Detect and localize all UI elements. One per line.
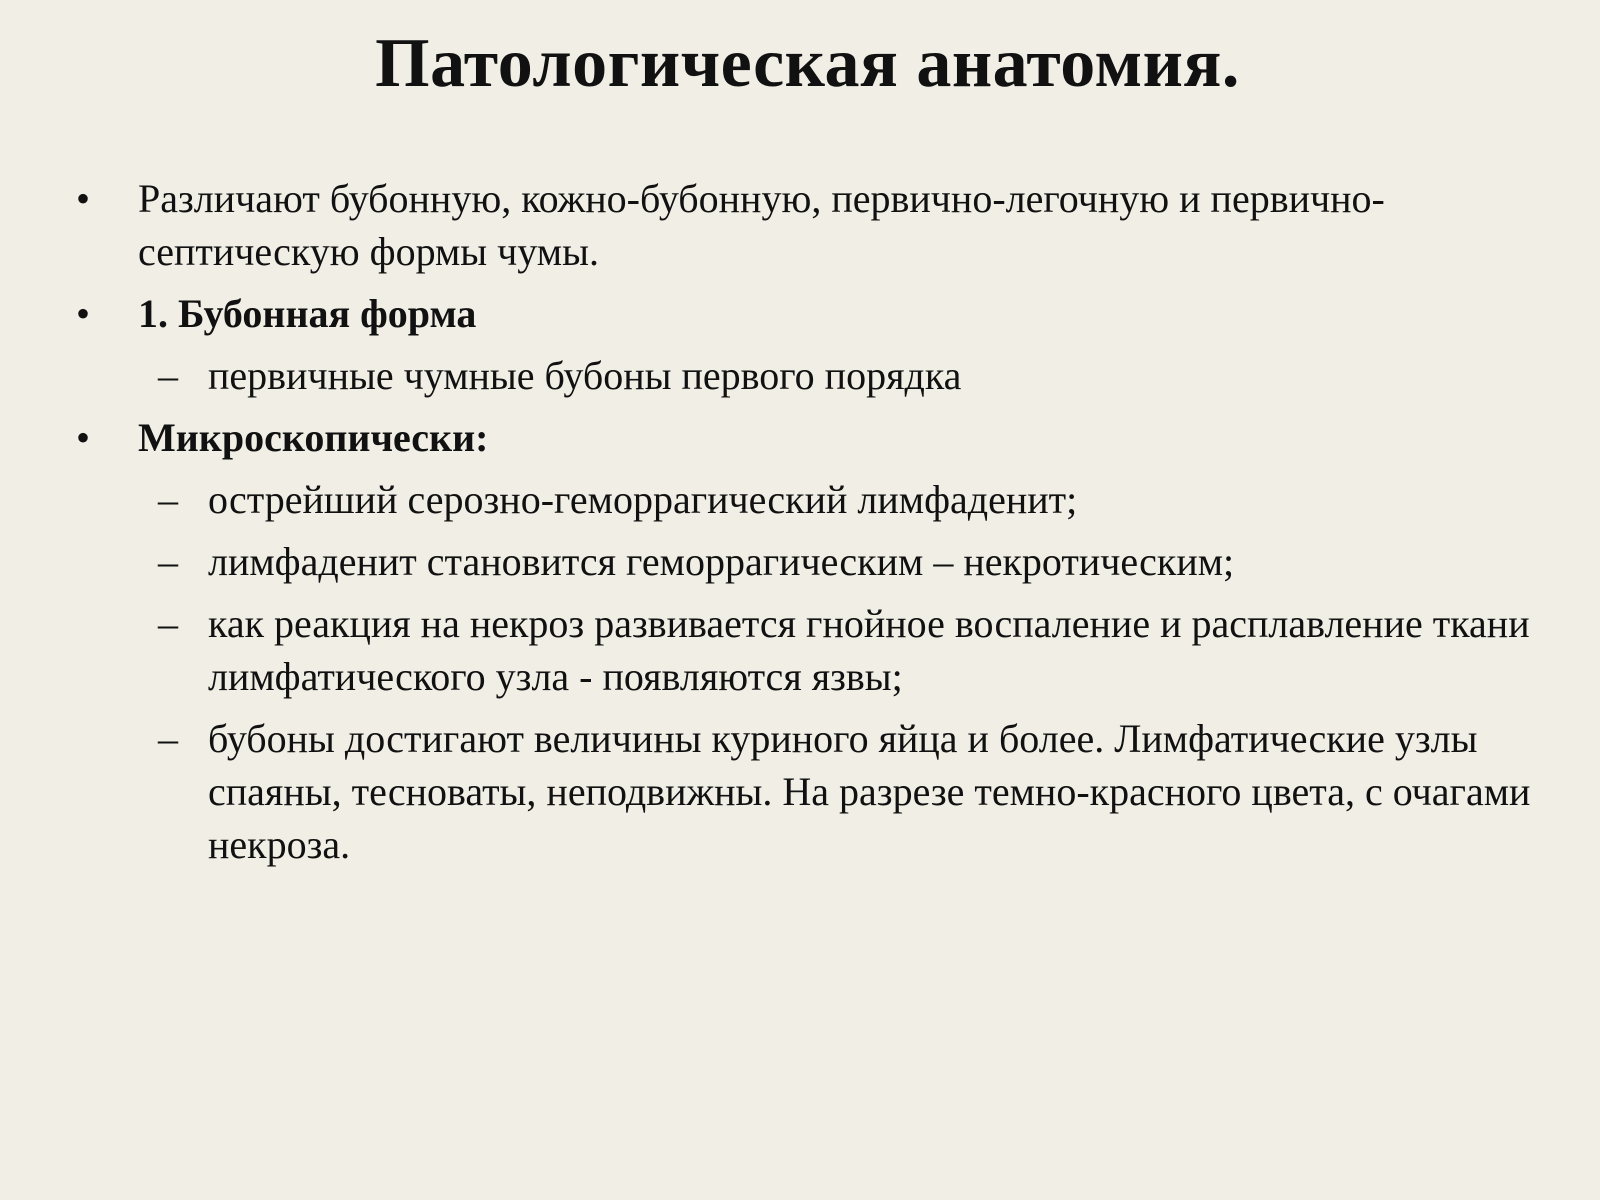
bullet-text: лимфаденит становится геморрагическим – некротическим; [208, 539, 1235, 584]
sub-bullet-item [0, 712, 1600, 871]
bullet-text: первичные чумные бубоны первого порядка [208, 353, 962, 398]
bullet-item [0, 287, 1600, 340]
bullet-text: как реакция на некроз развивается гнойное воспаление и расплавление ткани лимфатического узла - появляются язвы; [208, 601, 1530, 699]
sub-bullet-item [0, 535, 1600, 588]
bullet-list [0, 172, 1600, 880]
sub-bullet-item [0, 349, 1600, 402]
bullet-item [0, 411, 1600, 464]
sub-bullet-item [0, 473, 1600, 526]
sub-bullet-item [0, 597, 1600, 703]
bullet-text: Различают бубонную, кожно-бубонную, первично-легочную и первично-септическую формы чумы. [138, 176, 1385, 274]
bullet-text: Микроскопически: [138, 415, 489, 460]
dash-marker: – [158, 716, 178, 761]
bullet-text: бубоны достигают величины куриного яйца и более. Лимфатические узлы спаяны, тесноваты, неподвижны. На разрезе темно-красного цвета, с очагами некроза. [208, 716, 1531, 867]
dash-marker: – [158, 601, 178, 646]
bullet-marker: • [76, 291, 91, 336]
bullet-marker: • [76, 415, 91, 460]
slide-title: Патологическая анатомия. [375, 25, 1240, 102]
bullet-text: 1. Бубонная форма [138, 291, 477, 336]
bullet-item [0, 172, 1600, 278]
dash-marker: – [158, 353, 178, 398]
dash-marker: – [158, 539, 178, 584]
bullet-text: острейший серозно-геморрагический лимфаденит; [208, 477, 1078, 522]
bullet-marker: • [76, 176, 91, 221]
dash-marker: – [158, 477, 178, 522]
